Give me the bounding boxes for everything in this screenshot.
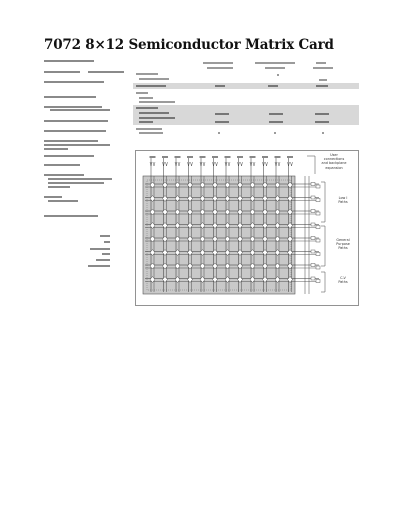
row-text xyxy=(269,113,283,115)
row-text xyxy=(218,132,220,134)
text-line xyxy=(44,120,108,122)
column-label xyxy=(212,156,218,158)
column-label xyxy=(262,156,268,158)
label-line: and backplane xyxy=(321,161,347,166)
row-text xyxy=(274,132,276,134)
text-line xyxy=(44,215,98,217)
row-connector xyxy=(316,199,320,202)
row-connector xyxy=(316,185,320,188)
row-text xyxy=(139,112,169,114)
row-connector xyxy=(316,212,320,215)
text-line xyxy=(44,148,68,150)
label-general-purpose-paths xyxy=(329,238,357,251)
row-text xyxy=(215,113,229,115)
label-line: Paths xyxy=(338,200,348,205)
text-line xyxy=(44,60,94,62)
row-text xyxy=(136,107,158,109)
text-line xyxy=(88,265,110,267)
row-text xyxy=(277,74,279,76)
header-text xyxy=(207,67,233,69)
text-line xyxy=(104,241,110,243)
text-line xyxy=(44,144,110,146)
label-line: General xyxy=(336,238,350,242)
text-line xyxy=(44,196,62,198)
label-line: connections xyxy=(323,157,345,162)
header-text xyxy=(316,62,326,64)
text-line xyxy=(44,96,96,98)
text-line xyxy=(90,248,110,250)
column-label xyxy=(250,156,256,158)
header-text xyxy=(313,67,333,69)
text-line xyxy=(88,71,124,73)
row-text xyxy=(136,85,166,87)
label-cv-paths xyxy=(329,276,357,284)
row-connector xyxy=(311,183,315,186)
label-low-i-paths xyxy=(329,196,357,204)
row-text xyxy=(139,97,153,99)
row-text xyxy=(319,79,327,81)
text-line xyxy=(102,253,110,255)
text-line xyxy=(44,164,80,166)
row-connector xyxy=(311,250,315,253)
row-text xyxy=(136,128,162,130)
row-text xyxy=(139,101,175,103)
text-line xyxy=(48,182,104,184)
row-connector xyxy=(316,266,320,269)
row-connector xyxy=(311,237,315,240)
column-label xyxy=(162,156,168,158)
row-connector xyxy=(311,210,315,213)
row-text xyxy=(139,132,163,134)
text-line xyxy=(44,174,84,176)
matrix-grid-background xyxy=(143,176,295,294)
column-label xyxy=(237,156,243,158)
column-label xyxy=(287,156,293,158)
label-user-connections xyxy=(311,153,357,170)
row-connector xyxy=(316,239,320,242)
row-connector xyxy=(311,264,315,267)
text-line xyxy=(44,71,80,73)
row-connector xyxy=(316,226,320,229)
header-text xyxy=(203,62,233,64)
text-line xyxy=(100,235,110,237)
text-line xyxy=(50,109,110,111)
page-title: 7072 8×12 Semiconductor Matrix Card xyxy=(44,37,334,53)
text-line xyxy=(44,155,94,157)
row-connector xyxy=(316,253,320,256)
row-text xyxy=(139,78,169,80)
header-text xyxy=(265,67,285,69)
column-label xyxy=(187,156,193,158)
row-text xyxy=(322,132,324,134)
header-text xyxy=(255,62,295,64)
text-line xyxy=(96,259,110,261)
column-label xyxy=(200,156,206,158)
text-line xyxy=(44,130,106,132)
column-label xyxy=(275,156,281,158)
text-line xyxy=(48,200,78,202)
text-line xyxy=(48,178,112,180)
label-line: expansion xyxy=(325,165,343,170)
row-connector xyxy=(311,223,315,226)
matrix-schematic xyxy=(135,150,359,306)
row-connector xyxy=(311,196,315,199)
row-text xyxy=(139,117,175,119)
row-text xyxy=(316,85,328,87)
row-text xyxy=(136,73,158,75)
label-line: Low I xyxy=(338,196,348,200)
label-line: Paths xyxy=(338,280,348,285)
row-text xyxy=(268,85,278,87)
label-line: C-V xyxy=(340,276,346,280)
column-label xyxy=(225,156,231,158)
label-line: User xyxy=(330,153,338,157)
column-label xyxy=(150,156,156,158)
row-text xyxy=(315,121,329,123)
row-text xyxy=(215,85,225,87)
label-line: Purpose xyxy=(336,242,350,247)
row-text xyxy=(136,92,148,94)
column-label xyxy=(175,156,181,158)
text-line xyxy=(48,186,70,188)
row-text xyxy=(269,121,283,123)
label-line: Paths xyxy=(338,246,348,251)
row-text xyxy=(139,121,153,123)
text-line xyxy=(44,81,104,83)
text-line xyxy=(44,140,98,142)
matrix-schematic-drawing xyxy=(135,150,359,306)
row-connector xyxy=(316,280,320,283)
row-text xyxy=(215,121,229,123)
row-text xyxy=(315,113,329,115)
row-connector xyxy=(311,277,315,280)
text-line xyxy=(44,106,102,108)
